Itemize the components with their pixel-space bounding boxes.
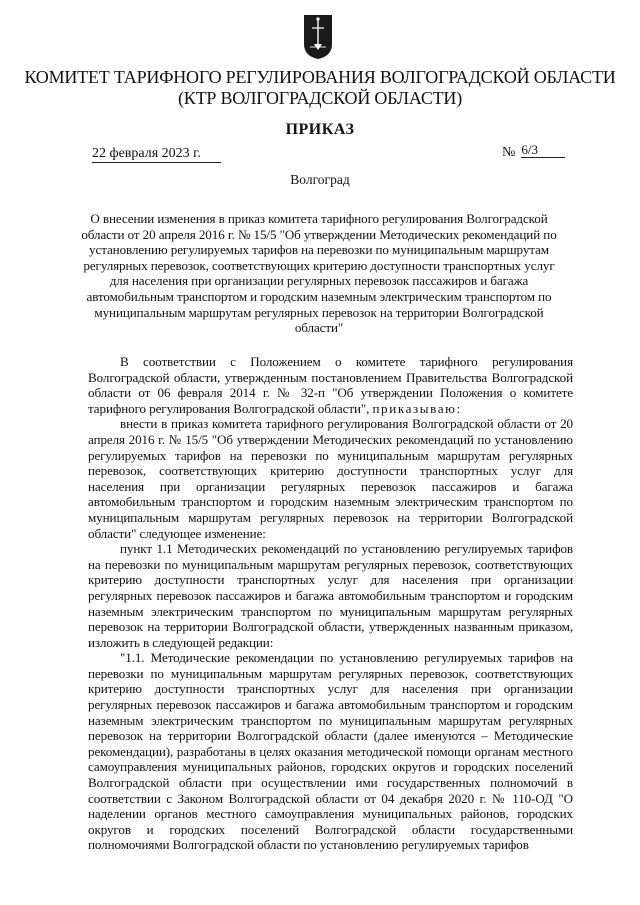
body-paragraph: "1.1. Методические рекомендации по установлению регулируемых тарифов на перевозки по муниципальным маршрутам регулярных перевозок, соответствующих критерию доступности транспортных услуг для населения при организации регулярных перевозок пассажиров и багажа автомобильным транспортом и городским наземным электрическим транспортом по муниципальным маршрутам регулярных перевозок на территории Волгоградской области (далее именуются – Методические рекомендации), разработаны в целях оказания методической помощи органам местного самоуправления муниципальных районов, городских округов и городских поселений Волгоградской области при осуществлении ими государственных полномочий в соответствии с Законом Волгоградской области от 04 декабря 2020 г. № 110-ОД "О наделении органов местного самоуправления муниципальных районов, городских округов и городских поселений Волгоградской области государственными полномочиями Волгоградской области по установлению регулируемых тарифов — [88, 650, 573, 853]
document-number-block — [502, 143, 565, 162]
body-paragraph-text: В соответствии с Положением о комитете тарифного регулирования Волгоградской области, утвержденным постановлением Правительства Волгоградской области от 06 февраля 2014 г. № 32-п "Об утверждении Положения о комитете тарифного регулирования Волгоградской области", — [88, 354, 573, 416]
organization-short-name: (КТР ВОЛГОГРАДСКОЙ ОБЛАСТИ) — [177, 88, 463, 108]
body-paragraph: внести в приказ комитета тарифного регулирования Волгоградской области от 20 апреля 2016 г. № 15/5 "Об утверждении Методических рекомендаций по установлению регулируемых тарифов на перевозки по муниципальным маршрутам регулярных перевозок, соответствующих критерию доступности транспортных услуг для населения при организации регулярных перевозок пассажиров и багажа автомобильным транспортом и городским наземным электрическим транспортом по муниципальным маршрутам регулярных перевозок на территории Волгоградской области" следующее изменение: — [88, 416, 573, 541]
organization-name: КОМИТЕТ ТАРИФНОГО РЕГУЛИРОВАНИЯ ВОЛГОГРАДСКОЙ ОБЛАСТИ — [24, 67, 616, 87]
document-number: 6/3 — [521, 143, 565, 158]
document-body — [88, 354, 573, 853]
body-paragraph — [88, 354, 573, 416]
number-sign: № — [502, 145, 516, 160]
document-city: Волгоград — [290, 172, 350, 187]
document-type: ПРИКАЗ — [285, 121, 355, 138]
volgograd-coat-of-arms-icon — [303, 14, 333, 60]
body-paragraph: пункт 1.1 Методических рекомендаций по установлению регулируемых тарифов на перевозки по муниципальным маршрутам регулярных перевозок, соответствующих критерию доступности транспортных услуг для населения при организации регулярных перевозок пассажиров и багажа автомобильным транспортом и городским наземным электрическим транспортом по муниципальным маршрутам регулярных перевозок на территории Волгоградской области, утвержденных названным приказом, изложить в следующей редакции: — [88, 541, 573, 650]
order-word: приказываю: — [372, 400, 462, 416]
document-date: 22 февраля 2023 г. — [92, 146, 221, 163]
document-subject: О внесении изменения в приказ комитета тарифного регулирования Волгоградской области от 20 апреля 2016 г. № 15/5 "Об утверждении Методических рекомендаций по установлению регулируемых тарифов на перевозки по муниципальным маршрутам регулярных перевозок, соответствующих критерию доступности транспортных услуг для населения при организации регулярных перевозок пассажиров и багажа автомобильным транспортом и городским наземным электрическим транспортом по муниципальным маршрутам регулярных перевозок на территории Волгоградской области" — [81, 211, 557, 336]
